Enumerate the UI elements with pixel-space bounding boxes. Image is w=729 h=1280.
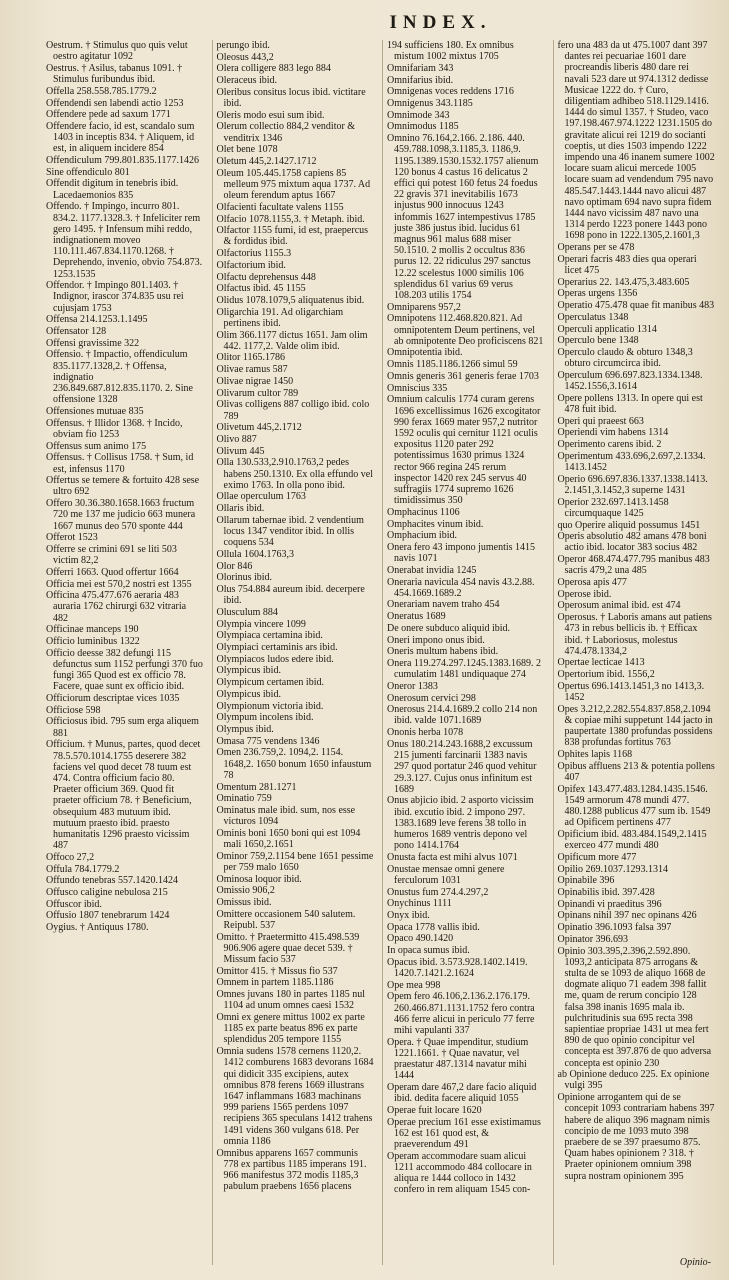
index-entry: Officio deesse 382 defungi 115 defunctus sum 1152 perfungi 370 fuo fungi 365 Quod est ex officio 78. Facere, quae sunt ex officio ibid. [46,647,203,693]
index-column-2 [212,40,375,1265]
index-entry: Offensus. † Collisus 1758. † Sum, id est, infensus 1170 [46,452,194,475]
index-entry: Omnem in partem 1185.1186 [216,977,334,989]
index-entry: quo Operire aliquid possumus 1451 [557,519,701,531]
index-entry: Onerosus 214.4.1689.2 collo 214 non ibid. valde 1071.1689 [387,704,538,727]
index-entry: Omittor 415. † Missus fio 537 [216,965,338,977]
index-entry: Opinabilis ibid. 397.428 [557,887,655,899]
index-entry: Opertus 696.1413.1451,3 no 1413,3. 1452 [557,680,705,704]
index-entry: Omasa 775 vendens 1346 [216,735,320,747]
index-entry: Opificium ibid. 483.484.1549,2.1415 exerceo 477 mundi 480 [557,829,707,852]
index-entry: Olympia vincere 1099 [216,618,306,630]
index-entry: Omnino 76.164,2.166. 2.186. 440. 459.788.1098,3.1185,3. 1186,9. 1195.1389.1530.1532.1757 alienum 120 bonus 4 castus 16 delicatus 2 effici qui potest 160 fetus 24 foedus 22 gravis 371 inevitabilis 1673 injustus 900 innocuus 1243 infommis 1627 intempestivus 1785 juste 386 justus ibid. lucidus 61 magnus 961 malus 688 miser 50.1510. 2 mollis 2 occultus 836 purus 12. 22 ridiculus 297 sanctus 12.22 scelestus 1000 similis 106 splendidus 61 varius 69 verus 108.203 utilis 1754 [387,133,539,301]
index-entry: Onusta facta est mihi alvus 1071 [387,851,518,863]
index-entry: Olidus 1078.1079,5 aliquatenus ibid. [216,294,365,306]
index-entry: Opera. † Quae impenditur, studium 1221.1661. † Quae navatur, vel praestatur 487.1314 navatur mihi 1444 [387,1036,529,1082]
index-entry: Olfactor 1155 fumi, id est, praepercus & fordidus ibid. [216,225,369,248]
index-entry: Offella 258.558.785.1779.2 [46,85,157,97]
index-entry: Operculum 696.697.823.1334.1348. 1452.1556,3.1614 [557,369,703,393]
index-entry: Olet bene 1078 [216,144,278,156]
index-entry: Operam dare 467,2 dare facio aliquid ibid. dedita facere aliquid 1055 [387,1081,537,1105]
index-entry: Opilio 269.1037.1293.1314 [557,863,669,875]
index-entry: Opinator 396.693 [557,933,629,945]
index-entry: Opinandi vi praeditus 396 [557,898,662,910]
index-entry: Offendiculum 799.801.835.1177.1426 [46,155,200,167]
index-entry: Omnigenus 343.1185 [387,98,473,110]
index-entry: De onere subduco aliquid ibid. [387,622,511,634]
index-entry: Oleum 105.445.1758 capiens 85 melleum 975 mixtum aqua 1737. Ad oleum ferendum aptus 1667 [216,167,371,202]
index-entry: Ophites lapis 1168 [557,749,633,761]
index-entry: Offensiones mutuae 835 [46,406,144,417]
index-entry: Ominis boni 1650 boni qui est 1094 mali 1650,2.1651 [216,827,361,851]
index-entry: Offerri 1663. Quod offertur 1664 [46,566,179,578]
index-entry: Omentum 281.1271 [216,781,297,793]
index-entry: Onus abjicio ibid. 2 asporto vicissim ibid. excutio ibid. 2 impono 297. 1383.1689 leve ferens 38 tollo in humeros 1689 ventris depono vel pono 1414.1764 [387,795,534,852]
index-entry: Offendit digitum in tenebris ibid. Lacedaemonios 835 [46,178,179,201]
index-entry: Operiendi vim habens 1314 [557,427,669,439]
index-entry: Offensator 128 [46,326,107,338]
index-entry: Operculi applicatio 1314 [557,323,657,335]
index-entry: Opibus affluens 213 & potentia pollens 407 [557,760,715,783]
index-entry: Onerabat invidia 1245 [387,564,477,576]
index-entry: Olympus ibid. [216,723,274,735]
index-entry: Oestrus. † Asilus, tabanus 1091. † Stimulus furibundus ibid. [46,62,183,86]
index-entry: Offendo. † Impingo, incurro 801. 834.2. 1177.1328.3. † Infeliciter rem gero 1495. † Infensum mihi reddo, indignationem moveo 110.111.467.834.1170.1268. † Deprehendo, invenio, obvio 754.873. 1253.1535 [46,201,203,280]
index-entry: Olympiaca certamina ibid. [216,630,323,642]
index-entry: Operae precium 161 esse existimamus 162 est 161 quod est, & praeverendum 491 [387,1116,541,1150]
index-entry: Opere pollens 1313. In opere qui est 478 fuit ibid. [557,392,703,415]
index-entry: Omittere occasionem 540 salutem. Reipubl. 537 [216,908,356,931]
index-entry: Opinatio 396.1093 falsa 397 [557,922,672,934]
index-entry: Opaca 1778 vallis ibid. [387,921,480,933]
index-entry: Operans per se 478 [557,242,635,254]
index-entry: 194 sufficiens 180. Ex omnibus mistum 1002 mixtus 1705 [387,40,514,63]
index-entry: Operosa apis 477 [557,577,627,589]
index-entry: Olus 754.884 aureum ibid. decerpere ibid. [216,584,365,607]
index-entry: Operose ibid. [557,588,612,600]
index-entry: Omnia sudens 1578 cernens 1120,2. 1412 comburens 1683 devorans 1684 qui didicit 335 excipiens, autex omnibus 878 ferens 1669 illustrans 1647 inflammans 1683 machinans 999 pariens 1565 perdens 1097 recipiens 365 speculans 1412 trahens 1491 videns 360 vulgans 618. Per omnia 1186 [216,1046,374,1147]
index-entry: Opifex 143.477.483.1284.1435.1546. 1549 armorum 478 mundi 477. 480.1288 publicus 477 sum ib. 1549 ad Opificem pertinens 477 [557,783,711,829]
index-entry: Ollaris ibid. [216,503,265,515]
index-entry: Onustus fum 274.4.297,2 [387,886,489,898]
index-entry: Ominosa loquor ibid. [216,873,302,885]
index-entry: Officina 475.477.676 aeraria 483 auraria 1762 chirurgi 632 vitraria 482 [46,590,187,624]
index-entry: Ope mea 998 [387,979,441,991]
index-entry: Opinabile 396 [557,875,615,887]
index-entry: Omitto. † Praetermitto 415.498.539 906.906 agere quae decet 539. † Missum facio 537 [216,931,360,966]
index-entry: Operatio 475.478 quae fit manibus 483 [557,300,715,312]
index-entry: Olympum incolens ibid. [216,712,314,724]
index-entry: Operio 696.697.836.1337.1338.1413. 2.1451,3.1452,3 superne 1431 [557,473,708,496]
index-entry: Operarius 22. 143.475,3.483.605 [557,276,690,288]
index-entry: Officium. † Munus, partes, quod decet 78.5.570.1014.1755 deserere 382 faciens vel quod decet 78 tuum est 474. Contra officium facio 80. Praeter officium 369. Quod fit praeter officium 78. † Beneficium, obsequium 483 mutuum ibid. mutuum praesto ibid. praesto humanitatis 1296 praesto vicissim 487 [46,739,201,852]
index-entry: Onus 180.214.243.1688,2 excussum 215 jumenti farcinarii 1383 navis 297 quod portatur 246 quod vehitur 29.3.127. Cujus onus infinitum est 1689 [387,738,537,795]
index-entry: Offendor. † Impingo 801.1403. † Indignor, irascor 374.835 usu rei cujusjam 1753 [46,280,184,314]
index-entry: Oleribus consitus locus ibid. victitare ibid. [216,86,366,110]
index-entry: Offensi gravissime 322 [46,337,140,349]
index-entry: Officiorum descriptae vices 1035 [46,693,180,705]
index-entry: Oneraria navicula 454 navis 43.2.88. 454.1669.1689.2 [387,576,535,599]
index-entry: Olivas colligens 887 colligo ibid. colo 789 [216,399,370,422]
index-entry: Opinione arrogantem qui de se concepit 1093 contrariam habens 397 habere de aliquo 396 magnam nimis concipio de me 1093 muto 398 praebere de se 397 praesumo 875. Quam habes opinionem ? 318. † Praeter opinionem omnium 398 supra nostram opinionem 395 [557,1092,715,1182]
index-column-3 [382,40,545,1265]
index-entry: Ollula 1604.1763,3 [216,548,294,560]
index-entry: Omnigenas voces reddens 1716 [387,86,514,98]
index-entry: Ollae operculum 1763 [216,491,306,503]
index-entry: Olympicum certamen ibid. [216,677,324,689]
index-entry: Omnimode 343 [387,109,450,121]
index-entry: Omen 236.759,2. 1094,2. 1154. 1648,2. 1650 bonum 1650 infaustum 78 [216,747,372,781]
index-entry: Offendendi sen labendi actio 1253 [46,97,184,109]
index-entry: Olfacienti facultate valens 1155 [216,201,344,213]
index-entry: Olim 366.1177 dictus 1651. Jam olim 442. 1177,2. Valde olim ibid. [216,329,368,352]
index-entry: Omnis generis 361 generis ferae 1703 [387,370,539,382]
index-entry: Olor 846 [216,560,253,572]
index-entry: Omnifariam 343 [387,62,454,74]
index-entry: Onerosum cervici 298 [387,692,476,704]
index-entry: ab Opinione deduco 225. Ex opinione vulgi 395 [557,1069,710,1092]
index-entry: Olerum collectio 884,2 venditor & venditrix 1346 [216,121,356,144]
index-entry: Oleraceus ibid. [216,75,278,87]
index-entry: Offendere pede ad saxum 1771 [46,109,171,121]
index-entry: Olympiaci certaminis ars ibid. [216,642,338,654]
index-column-1 [46,40,204,1265]
index-entry: Operi qui praeest 663 [557,415,644,427]
index-entry: Offerre se crimini 691 se liti 503 victim 82,2 [46,543,177,567]
index-entry: Omnipotens 112.468.820.821. Ad omnipotentem Deum pertinens, vel ab omnipotente Deo proficiscens 821 [387,313,544,347]
index-entry: Oygius. † Antiquus 1780. [46,922,149,934]
index-entry: Oneror 1383 [387,680,438,692]
index-entry: Olfactus ibid. 45 1155 [216,283,306,295]
index-entry: Offoco 27,2 [46,851,95,863]
index-entry: Operculo bene 1348 [557,335,639,347]
index-entry: Offensa 214.1253.1.1495 [46,314,148,326]
running-head: INDEX. [389,12,492,33]
index-entry: Opinio 303.395,2.396,2.592.890. 1093,2 anticipata 875 arrogans & stulta de se 1093 de aliquo 1668 de dogmate aliquo 71 eadem 398 fallit me, quam de rerum concipio 128 falsa 398 inanis 1695 mala ib. pulchritudinis sua 695 recta 398 sapientiae propriae 1431 ut mea fert 890 de quo opinio concipitur vel concepta est 397.876 de quo adversa concepta est opinio 230 [557,945,712,1069]
index-entry: Officiosus ibid. 795 sum erga aliquem 881 [46,716,199,739]
index-entry: Olympiacos ludos edere ibid. [216,653,334,665]
index-entry: Omphacites vinum ibid. [387,518,484,530]
index-entry: Opem fero 46.106,2.136.2.176.179. 260.466.871.1131.1752 fero contra 466 ferre alicui in periculo 77 ferre mihi vapulanti 337 [387,991,535,1036]
index-entry: Ononis herba 1078 [387,727,464,739]
index-entry: Offensus. † Illidor 1368. † Incido, obviam fio 1253 [46,417,183,440]
index-entry: Omissus ibid. [216,897,272,909]
index-entry: Omissio 906,2 [216,885,275,897]
index-entry: Opertae lecticae 1413 [557,657,645,669]
index-entry: Olivum 445 [216,445,265,457]
index-entry: Olusculum 884 [216,606,278,618]
index-entry: Operosum animal ibid. est 474 [557,600,681,612]
index-entry: Operimentum 433.696,2.697,2.1334. 1413.1452 [557,450,706,474]
index-entry: Offendere facio, id est, scandalo sum 1403 in inceptis 834. † Aliquem, id est, in aliquem incidere 854 [46,120,195,155]
index-entry: Omniparens 957,2 [387,301,461,313]
index-entry: Olitor 1165.1786 [216,352,286,364]
index-entry: Oneri impono onus ibid. [387,634,485,646]
index-entry: Onyx ibid. [387,909,430,921]
index-entry: Olfactorium ibid. [216,259,286,271]
index-entry: Olympicus ibid. [216,688,281,700]
index-entry: Olivarum cultor 789 [216,387,299,399]
index-entry: Omnes juvans 180 in partes 1185 nul 1104 ad unum omnes caesi 1532 [216,989,366,1012]
index-entry: Omnis 1185.1186.1266 simul 59 [387,359,518,371]
index-entry: Oleosus 443,2 [216,51,274,63]
index-entry: Officinae manceps 190 [46,624,139,636]
index-entry: Onerariam navem traho 454 [387,599,500,611]
index-entry: Opes 3.212,2.282.554.837.858,2.1094 & copiae mihi suppetunt 144 jacto in paupertate 1380 profundas possidens 838 profundas fortitus 763 [557,703,713,749]
index-entry: Oneratus 1689 [387,611,446,623]
index-entry: Oleris modo esui sum ibid. [216,109,325,121]
index-entry: Offero 30.36.380.1658.1663 fructum 720 me 137 me judicio 663 munera 1667 munus deo 570 sponte 444 [46,498,196,532]
index-entry: Operculatus 1348 [557,311,629,323]
index-entry: Olfacio 1078.1155,3. † Metaph. ibid. [216,213,365,225]
index-entry: Offertus se temere & fortuito 428 sese ultro 692 [46,475,200,498]
index-entry: Onera fero 43 impono jumentis 1415 navis 1071 [387,541,536,565]
index-entry: Opinans nihil 397 nec opinans 426 [557,910,697,922]
index-entry: Offusio 1807 tenebrarum 1424 [46,910,170,922]
index-entry: In opaca sumus ibid. [387,945,470,957]
index-entry: Olympicus ibid. [216,665,281,677]
index-entry: Olivetum 445,2.1712 [216,422,302,434]
index-entry: Olivae ramus 587 [216,364,288,376]
index-entry: Oletum 445,2.1427.1712 [216,156,317,168]
index-entry: Omphacium ibid. [387,530,457,542]
index-entry: Offerot 1523 [46,532,98,544]
index-entry: Ominor 759,2.1154 bene 1651 pessime per 759 malo 1650 [216,850,374,873]
index-entry: Omnifarius ibid. [387,74,454,86]
index-entry: Officio luminibus 1322 [46,636,140,648]
index-entry: perungo ibid. [216,40,270,51]
index-entry: Omphacinus 1106 [387,506,460,518]
index-entry: Ollarum tabernae ibid. 2 vendentium locus 1347 venditor ibid. In ollis coquens 534 [216,514,364,549]
index-entry: Operas urgens 1356 [557,288,638,300]
index-column-4 [553,40,716,1265]
index-entry: Sine offendiculo 801 [46,166,130,178]
index-entry: Onychinus 1111 [387,898,452,910]
index-entry: Operosus. † Laboris amans aut patiens 473 in rebus bellicis ib. † Efficax ibid. † Laboriosus, molestus 474.478.1334,2 [557,612,712,657]
index-entry: Olivo 887 [216,433,257,445]
index-entry: Olivae nigrae 1450 [216,375,294,387]
index-columns [46,40,715,1265]
index-entry: fero una 483 da ut 475.1007 dant 397 dantes rei pecuariae 1601 dare procreandis liberis 480 dare rei navali 523 dare ut 974.1312 dedisse Musicae 1222 do. † Curo, diligentiam adhibeo 518.1129.1416. 1444 do simul 1357. † Studeo, vaco 197.198.467.974.1222 1231.1505 do gravitate alicui rei 1219 do socianti coeptis, ut dies 1503 impendo 1222 impendo una 46 inanem sumere 1002 locare suam alicui mercede 1005 locare suam ad vendendum 795 navo 485.547.1443.1444 navo alicui 487 navo optimam 694 navo supra fidem 1444 navo vicissim 487 navo una 1314 perdo 1223 ponere 1443 pono 1698 pono in 1222.1305,2.1601,3 [557,40,715,242]
index-entry: Offuscor ibid. [46,898,102,910]
index-entry: Oligarchia 191. Ad oligarchiam pertinens ibid. [216,306,344,329]
index-entry: Olympionum victoria ibid. [216,700,324,712]
index-entry: Omnium calculis 1774 curam gerens 1696 excellissimus 1626 excogitator 990 ferax 1669 mater 957,2 nutritor 1592 oculis qui cernitur 1121 oculis expositus 1120 pater 292 potentissimus 1630 primus 1324 rector 966 regina 245 rerum inspector 1420 rex 245 servus 40 suffragiis 1774 supremo 1626 timidissimus 350 [387,394,541,507]
index-entry: Omnibus apparens 1657 communis 778 ex partibus 1185 imperans 191. 966 manifestus 372 modis 1185,3 pabulum praebens 1656 placens [216,1147,367,1193]
index-entry: Offusco caligine nebulosa 215 [46,887,168,899]
index-entry: Opaco 490.1420 [387,933,454,945]
index-entry: Olla 130.533,2.910.1763,2 pedes habens 250.1310. Ex olla effundo vel eximo 1763. In olla pono ibid. [216,457,374,491]
index-entry: Oestrum. † Stimulus quo quis velut oestro agitatur 1092 [46,40,188,63]
index-entry: Omniscius 335 [387,382,448,394]
index-entry: Olorinus ibid. [216,572,273,584]
catchword: Opinio- [679,1257,711,1268]
index-entry: Operae fuit locare 1620 [387,1104,482,1116]
index-entry: Officiose 598 [46,704,101,716]
index-entry: Oneris multum habens ibid. [387,646,499,658]
index-entry: Operculo claudo & obturo 1348,3 obturo circumcirca ibid. [557,346,693,370]
index-entry: Offensio. † Impactio, offendiculum 835.1177.1328,2. † Offensa, indignatio 236.849.687.812.835.1170. 2. Sine offensione 1328 [46,349,193,406]
index-entry: Operior 232.697.1413.1458 circumquaque 1425 [557,496,669,519]
index-entry: Ominatio 759 [216,793,272,805]
index-entry: Opificum more 477 [557,851,637,863]
index-entry: Operam accommodare suam alicui 1211 accommodo 484 collocare in aliqua re 1444 colloco in 1432 confero in rem aliquam 1545 con- [387,1150,532,1196]
index-entry: Olfactu deprehensus 448 [216,271,316,283]
index-entry: Opertorium ibid. 1556,2 [557,669,655,681]
index-entry: Omnipotentia ibid. [387,347,463,359]
index-entry: Operimento carens ibid. 2 [557,439,662,451]
index-entry: Omnimodus 1185 [387,121,459,133]
index-entry: Offundo tenebras 557.1420.1424 [46,875,179,887]
index-entry: Olfactorius 1155.3 [216,248,292,260]
index-entry: Omni ex genere mittus 1002 ex parte 1185 ex parte beatus 896 ex parte splendidus 205 tempore 1155 [216,1012,365,1046]
index-entry: Offula 784.1779.2 [46,863,120,875]
index-entry: Operis absolutio 482 amans 478 boni actio ibid. locator 383 socius 482 [557,531,707,554]
index-entry: Operari facris 483 dies qua operari licet 475 [557,253,697,277]
index-entry: Officia mei est 570,2 nostri est 1355 [46,578,192,590]
index-entry: Offensus sum animo 175 [46,440,147,452]
index-entry: Opacus ibid. 3.573.928.1402.1419. 1420.7.1421.2.1624 [387,956,528,979]
index-entry: Olera colligere 883 lego 884 [216,63,331,75]
index-entry: Onustae mensae omni genere ferculorum 1031 [387,863,505,886]
index-entry: Ominatus male ibid. sum, nos esse victuros 1094 [216,804,356,828]
index-entry: Operor 468.474.477.795 manibus 483 sacris 479,2 una 485 [557,554,710,577]
index-entry: Onera 119.274.297.1245.1383.1689. 2 cumulatim 1481 undiquaque 274 [387,657,542,681]
